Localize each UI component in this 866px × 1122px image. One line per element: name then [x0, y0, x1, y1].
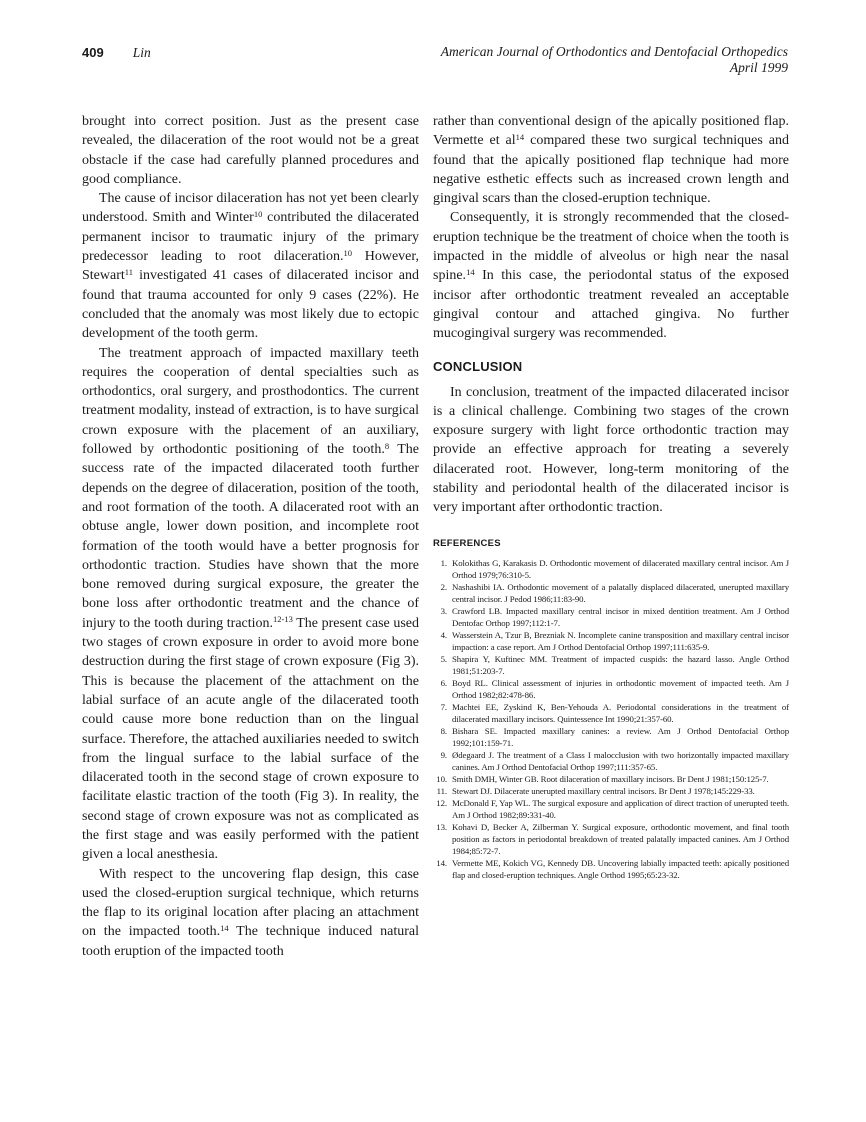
superscript-citation: 10 — [343, 247, 352, 258]
reference-item — [433, 725, 789, 749]
body-columns — [82, 112, 788, 961]
reference-number: 10. — [436, 773, 447, 784]
reference-text: Nashashibi IA. Orthodontic movement of a palatally displaced dilacerated, unerupted maxillary central incisor. J Pedod 1986;11:83-90. — [452, 581, 789, 604]
reference-number: 6. — [440, 677, 447, 688]
reference-item — [433, 605, 789, 629]
reference-number: 4. — [440, 629, 447, 640]
superscript-citation: 14 — [220, 922, 229, 933]
reference-number: 5. — [440, 653, 447, 664]
paragraph: rather than conventional design of the apically positioned flap. Vermette et $al^{14}$ compared these two surgical techniques and found that the apically positioned flap technique had more negative esthetic effects such as increased crown length and gingival scars than the closed-eruption technique. — [433, 114, 789, 207]
paragraph: brought into correct position. Just as the present case revealed, the dilaceration of the root would not be a great obstacle if the case had carefully planned procedures and good compliance. — [82, 114, 419, 187]
page-header — [82, 44, 788, 76]
superscript-citation: 10 — [253, 208, 263, 219]
reference-number: 7. — [440, 701, 447, 712]
right-column — [433, 112, 789, 961]
conclusion-heading: CONCLUSION — [433, 358, 523, 374]
reference-item — [433, 677, 789, 701]
reference-text: Stewart DJ. Dilacerate unerupted maxillary central incisors. Br Dent J 1978;145:229-33. — [452, 785, 755, 796]
paragraph: In conclusion, treatment of the impacted dilacerated incisor is a clinical challenge. Combining two stages of the crown exposure surgery with light force orthodontic traction may provide an effective approach for treating a severely dilacerated root. However, long-term monitoring of the stability and periodontal health of the dilacerated incisor is very important after orthodontic traction. — [433, 384, 789, 516]
references-list — [433, 557, 789, 881]
reference-item — [433, 749, 789, 773]
reference-item — [433, 785, 789, 797]
journal-title: American Journal of Orthodontics and Dentofacial Orthopedics — [440, 44, 788, 59]
reference-number: 14. — [436, 857, 447, 868]
header-right — [441, 44, 788, 76]
reference-number: 12. — [436, 797, 447, 808]
reference-text: Ødegaard J. The treatment of a Class I malocclusion with two horizontally impacted maxillary canines. Am J Orthod Dentofacial Orthop 1997;111:357-65. — [452, 749, 789, 772]
reference-number: 13. — [436, 821, 447, 832]
paragraph: The treatment approach of impacted maxillary teeth requires the cooperation of dental specialties such as orthodontics, oral surgery, and prosthodontics. The current treatment modality, instead of extraction, is to have surgical crown exposure with the placement of an auxiliary, followed by orthodontic positioning of the tooth.$^8$ The success rate of the impacted dilacerated tooth further depends on the degree of dilaceration, position of the tooth, and root formation of the tooth. A dilacerated root with an obtuse angle, lower down position, and incomplete root formation of the tooth would have a better prognosis for orthodontic traction. Studies have shown that the more bone removed during surgical exposure, the greater the bone loss after orthodontic treatment and the chance of injury to the tooth during traction.$^{12-13}$ The present case used two stages of crown exposure in order to avoid more bone destruction during the first stage of crown exposure (Fig 3). This is because the placement of the attachment on the labial surface of an acute angle of the dilacerated tooth could cause more bone reduction than on the lingual surface. Therefore, the attached auxiliaries needed to switch from the lingual surface to the labial surface of the dilacerated tooth in the second stage of crown exposure to facilitate elastic traction of the tooth (Fig 3). In reality, the second stage of crown exposure was not as complicated as the first stage and was easily performed with the patient given a local anesthesia. — [82, 345, 419, 863]
paragraph: The cause of incisor dilaceration has not yet been clearly understood. Smith and Winter$^{10}$ contributed the dilacerated permanent incisor to traumatic injury of the primary predecessor leading to root dilaceration.$^{10}$ However, Stewart$^{11}$ investigated 41 cases of dilacerated incisor and found that trauma accounted for only 9 cases (22%). He concluded that the anomaly was most likely due to ectopic development of the tooth germ. — [82, 191, 419, 342]
superscript-citation: 11 — [124, 266, 133, 277]
reference-item — [433, 857, 789, 881]
reference-item — [433, 797, 789, 821]
right-column-paragraphs — [433, 112, 789, 344]
header-left — [82, 44, 151, 61]
reference-text: Kolokithas G, Karakasis D. Orthodontic movement of dilacerated maxillary central incisor. Am J Orthod 1979;76:310-5. — [452, 557, 789, 580]
reference-text: Crawford LB. Impacted maxillary central incisor in mixed dentition treatment. Am J Orthod Dentofac Orthop 1997;112:1-7. — [452, 605, 789, 628]
reference-text: Bishara SE. Impacted maxillary canines: a review. Am J Orthod Dentofacial Orthop 1992;101:159-71. — [452, 725, 789, 748]
reference-number: 3. — [440, 605, 447, 616]
superscript-citation: 12-13 — [273, 614, 293, 625]
reference-text: Boyd RL. Clinical assessment of injuries in orthodontic movement of impacted teeth. Am J Orthod 1982;82:478-86. — [452, 677, 789, 700]
conclusion-paragraphs — [433, 383, 789, 518]
reference-item — [433, 557, 789, 581]
left-column-paragraphs — [82, 112, 419, 961]
reference-item — [433, 653, 789, 677]
paragraph: Consequently, it is strongly recommended that the closed-eruption technique be the treatment of choice when the tooth is impacted in the middle of alveolus or high near the nasal spine.$^{14}$ In this case, the periodontal status of the exposed incisor after orthodontic treatment revealed an acceptable gingival contour and attached gingiva. No further mucogingival surgery was recommended. — [433, 210, 789, 342]
reference-text: Shapira Y, Kuftinec MM. Treatment of impacted cuspids: the hazard lasso. Angle Orthod 1981;51:203-7. — [452, 653, 789, 676]
reference-number: 1. — [440, 557, 447, 568]
reference-item — [433, 701, 789, 725]
reference-item — [433, 629, 789, 653]
reference-number: 8. — [440, 725, 447, 736]
superscript-citation: 14 — [515, 131, 525, 142]
reference-item — [433, 581, 789, 605]
reference-number: 11. — [436, 785, 447, 796]
paragraph: With respect to the uncovering flap design, this case used the closed-eruption surgical technique, which returns the flap to its original location after placing an attachment on the impacted tooth.$^{14}$ The technique induced natural tooth eruption of the impacted tooth — [82, 866, 419, 959]
superscript-citation: 8 — [384, 440, 390, 451]
reference-text: McDonald F, Yap WL. The surgical exposure and application of direct traction of unerupted teeth. Am J Orthod 1982;89:331-40. — [452, 797, 789, 820]
reference-text: Kohavi D, Becker A, Zilberman Y. Surgical exposure, orthodontic movement, and final tooth position as factors in periodontal breakdown of treated palatally impacted canines. Am J Orthod 1984;85:72-7. — [452, 821, 789, 856]
reference-item — [433, 821, 789, 857]
reference-number: 9. — [440, 749, 447, 760]
journal-issue: April 1999 — [729, 60, 788, 75]
reference-text: Smith DMH, Winter GB. Root dilaceration of maxillary incisors. Br Dent J 1981;150:125-7. — [452, 773, 769, 784]
author-name: Lin — [132, 45, 151, 60]
page-number: 409 — [82, 45, 104, 60]
references-heading: REFERENCES — [433, 537, 501, 549]
reference-text: Vermette ME, Kokich VG, Kennedy DB. Uncovering labially impacted teeth: apically positioned flap and closed-eruption techniques. Angle Orthod 1995;65:23-32. — [452, 857, 789, 880]
reference-item — [433, 773, 789, 785]
superscript-citation: 14 — [466, 266, 475, 277]
reference-number: 2. — [440, 581, 447, 592]
reference-text: Wasserstein A, Tzur B, Brezniak N. Incomplete canine transposition and maxillary central incisor impaction: a case report. Am J Orthod Dentofacial Orthop 1997;111:635-9. — [452, 629, 789, 652]
left-column — [82, 112, 419, 961]
reference-text: Machtei EE, Zyskind K, Ben-Yehouda A. Periodontal considerations in the treatment of dilacerated maxillary incisors. Quintessence Int 1990;21:357-60. — [452, 701, 789, 724]
